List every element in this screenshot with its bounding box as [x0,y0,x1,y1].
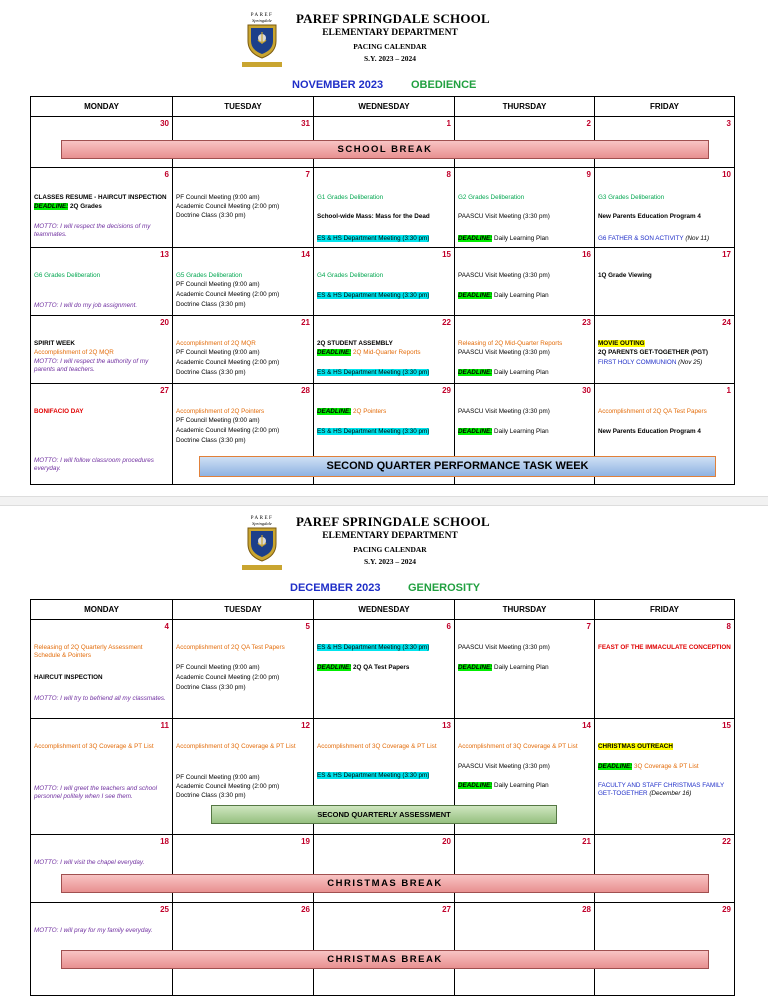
event: SPIRIT WEEK [34,340,75,347]
day-cell [594,903,734,995]
school-name: PAREF SPRINGDALE SCHOOL [296,11,490,26]
event: G6 FATHER & SON ACTIVITY (Nov 11) [598,235,710,242]
event: Academic Council Meeting (2:00 pm) [176,291,280,298]
event: DEADLINE: 3Q Coverage & PT List [598,763,699,770]
day-number: 13 [160,250,169,259]
day-number: 27 [160,386,169,395]
event: ES & HS Department Meeting (3:30 pm) [317,292,430,299]
week-row [31,315,734,383]
event: Accomplishment of 2Q MQR [176,340,256,347]
event: ES & HS Department Meeting (3:30 pm) [317,369,430,376]
day-cell [31,248,172,315]
day-number: 8 [726,622,731,631]
department: ELEMENTARY DEPARTMENT [322,531,458,541]
weekday-header [31,97,734,116]
day-cell [172,620,313,718]
day-number: 14 [301,250,310,259]
event: 1Q Grade Viewing [598,272,652,279]
day-number: 14 [582,721,591,730]
day-cell [594,316,734,383]
day-number: 15 [722,721,731,730]
event: DEADLINE: Daily Learning Plan [458,235,549,242]
svg-text:PAREF: PAREF [250,516,274,521]
day-cell [31,384,172,484]
event: PAASCU Visit Meeting (3:30 pm) [458,272,550,279]
header-thursday: THURSDAY [454,600,594,619]
day-cell [313,168,454,247]
day-cell [594,248,734,315]
event: FACULTY AND STAFF CHRISTMAS FAMILY GET-TOGETHER (December 16) [598,782,725,798]
day-number: 26 [301,905,310,914]
event: 2Q STUDENT ASSEMBLY [317,340,393,347]
event: G5 Grades Deliberation [176,272,243,279]
event: Releasing of 2Q Quarterly Assessment Schedule & Pointers [34,644,143,660]
day-cell [31,719,172,834]
event: Doctrine Class (3:30 pm) [176,437,246,444]
day-number: 7 [305,170,310,179]
event: Accomplishment of 3Q Coverage & PT List [458,743,578,750]
day-cell [172,316,313,383]
day-number: 1 [446,119,451,128]
day-cell [454,620,594,718]
day-cell [31,168,172,247]
december-calendar [30,599,735,996]
event: G2 Grades Deliberation [458,194,525,201]
header-wednesday: WEDNESDAY [313,600,454,619]
day-number: 18 [160,837,169,846]
event: BONIFACIO DAY [34,408,84,415]
day-number: 20 [442,837,451,846]
november-page [0,0,768,496]
week-row [31,619,734,718]
school-break-banner: SCHOOL BREAK [61,140,709,159]
day-cell [454,248,594,315]
day-cell [31,620,172,718]
event: PF Council Meeting (9:00 am) [176,774,260,781]
event: Releasing of 2Q Mid-Quarter Reports [458,340,563,347]
day-cell [31,903,172,995]
week-row [31,116,734,167]
event: New Parents Education Program 4 [598,213,701,220]
header-monday: MONDAY [84,605,119,614]
day-number: 17 [722,250,731,259]
week-row [31,247,734,315]
day-number: 25 [160,905,169,914]
motto: MOTTO: I will respect the decisions of my teammates. [34,223,151,239]
event: Academic Council Meeting (2:00 pm) [176,427,280,434]
day-cell [454,903,594,995]
header-thursday: THURSDAY [454,97,594,116]
department: ELEMENTARY DEPARTMENT [322,28,458,38]
event: Accomplishment of 2Q MQR [34,349,114,356]
event: Accomplishment of 3Q Coverage & PT List [317,743,437,750]
day-number: 21 [301,318,310,327]
quarterly-assessment-banner: SECOND QUARTERLY ASSESSMENT [211,805,557,824]
event: G3 Grades Deliberation [598,194,665,201]
school-year: S.Y. 2023 – 2024 [363,54,417,63]
weekday-header [31,600,734,619]
month-title: DECEMBER 2023 [290,582,381,594]
event: ES & HS Department Meeting (3:30 pm) [317,235,430,242]
day-number: 19 [301,837,310,846]
november-calendar [30,96,735,485]
event: Doctrine Class (3:30 pm) [176,792,246,799]
event: G6 Grades Deliberation [34,272,101,279]
event: New Parents Education Program 4 [598,428,701,435]
week-row [31,718,734,834]
event: PAASCU Visit Meeting (3:30 pm) [458,763,550,770]
day-number: 30 [160,119,169,128]
day-number: 28 [582,905,591,914]
motto: MOTTO: I will do my job assignment. [34,302,138,309]
motto: MOTTO: I will visit the chapel everyday. [34,859,145,866]
event: DEADLINE: Daily Learning Plan [458,664,549,671]
day-number: 12 [301,721,310,730]
header-wednesday: WEDNESDAY [313,97,454,116]
event: PAASCU Visit Meeting (3:30 pm) [458,213,550,220]
day-number: 23 [582,318,591,327]
week-row [31,167,734,247]
day-cell [594,719,734,834]
pacing-calendar-title: PACING CALENDAR [353,545,427,554]
day-number: 4 [164,622,169,631]
day-number: 1 [726,386,731,395]
event: DEADLINE: 2Q Pointers [317,408,387,415]
header-friday: FRIDAY [594,600,734,619]
svg-text:PAREF: PAREF [250,13,274,18]
event: ES & HS Department Meeting (3:30 pm) [317,644,430,651]
christmas-break-banner: CHRISTMAS BREAK [61,950,709,969]
day-cell [172,903,313,995]
event: DEADLINE: Daily Learning Plan [458,292,549,299]
event: Accomplishment of 2Q Pointers [176,408,265,415]
header-tuesday: TUESDAY [172,97,313,116]
day-number: 6 [446,622,451,631]
day-number: 6 [164,170,169,179]
day-number: 16 [582,250,591,259]
day-number: 13 [442,721,451,730]
month-virtue: OBEDIENCE [411,79,477,91]
day-number: 28 [301,386,310,395]
event: G1 Grades Deliberation [317,194,384,201]
day-number: 24 [722,318,731,327]
day-number: 20 [160,318,169,327]
event: PAASCU Visit Meeting (3:30 pm) [458,349,550,356]
event: Accomplishment of 2Q QA Test Papers [598,408,707,415]
christmas-break-banner: CHRISTMAS BREAK [61,874,709,893]
header-friday: FRIDAY [594,97,734,116]
event: DEADLINE: Daily Learning Plan [458,428,549,435]
motto: MOTTO: I will pray for my family everyday. [34,927,153,934]
header-tuesday: TUESDAY [172,600,313,619]
motto: MOTTO: I will try to befriend all my classmates. [34,695,166,702]
month-title: NOVEMBER 2023 [292,79,384,91]
header-monday: MONDAY [84,102,119,111]
event: DEADLINE: 2Q Grades [34,203,102,210]
event: Doctrine Class (3:30 pm) [176,212,246,219]
event: PF Council Meeting (9:00 am) [176,349,260,356]
event: Doctrine Class (3:30 pm) [176,301,246,308]
day-number: 9 [586,170,591,179]
event: PF Council Meeting (9:00 am) [176,194,260,201]
day-cell [594,620,734,718]
page-divider [0,496,768,506]
svg-text:Springdale: Springdale [252,18,272,23]
event: HAIRCUT INSPECTION [34,674,103,681]
day-number: 22 [442,318,451,327]
day-cell [454,168,594,247]
day-cell [454,316,594,383]
day-cell [31,316,172,383]
event: PF Council Meeting (9:00 am) [176,664,260,671]
event: PAASCU Visit Meeting (3:30 pm) [458,408,550,415]
day-cell [313,316,454,383]
motto: MOTTO: I will follow classroom procedures everyday. [34,457,154,473]
day-cell [313,620,454,718]
day-cell [172,168,313,247]
school-year: S.Y. 2023 – 2024 [363,557,417,566]
event: Academic Council Meeting (2:00 pm) [176,203,280,210]
event: ES & HS Department Meeting (3:30 pm) [317,428,430,435]
event: DEADLINE: Daily Learning Plan [458,369,549,376]
event: DEADLINE: 2Q Mid-Quarter Reports [317,349,421,356]
week-row [31,902,734,995]
day-number: 5 [305,622,310,631]
day-cell [313,248,454,315]
event: DEADLINE: Daily Learning Plan [458,782,549,789]
event: Academic Council Meeting (2:00 pm) [176,359,280,366]
event: Academic Council Meeting (2:00 pm) [176,674,280,681]
event: PF Council Meeting (9:00 am) [176,417,260,424]
event: CLASSES RESUME - HAIRCUT INSPECTION [34,194,167,201]
day-cell [594,168,734,247]
motto: MOTTO: I will greet the teachers and school personnel politely when I see them. [34,785,158,801]
event: Accomplishment of 2Q QA Test Papers [176,644,285,651]
event: Doctrine Class (3:30 pm) [176,684,246,691]
week-row [31,834,734,902]
day-number: 11 [160,721,169,730]
day-number: 29 [722,905,731,914]
day-number: 3 [726,119,731,128]
day-cell [172,248,313,315]
svg-text:Springdale: Springdale [252,521,272,526]
pacing-calendar-title: PACING CALENDAR [353,42,427,51]
day-number: 10 [722,170,731,179]
day-number: 29 [442,386,451,395]
performance-task-week-banner: SECOND QUARTER PERFORMANCE TASK WEEK [199,456,716,477]
event: ES & HS Department Meeting (3:30 pm) [317,772,430,779]
motto: MOTTO: I will respect the authority of my parents and teachers. [34,358,149,374]
day-number: 15 [442,250,451,259]
day-number: 22 [722,837,731,846]
event: DEADLINE: 2Q QA Test Papers [317,664,410,671]
event: FEAST OF THE IMMACULATE CONCEPTION [598,644,731,651]
day-number: 30 [582,386,591,395]
event: FIRST HOLY COMMUNION (Nov 25) [598,359,703,366]
day-cell [313,903,454,995]
event: Academic Council Meeting (2:00 pm) [176,783,280,790]
month-virtue: GENEROSITY [408,582,481,594]
event: MOVIE OUTING [598,340,645,347]
event: Accomplishment of 3Q Coverage & PT List [34,743,154,750]
event: PF Council Meeting (9:00 am) [176,281,260,288]
day-number: 31 [301,119,310,128]
day-number: 7 [586,622,591,631]
event: G4 Grades Deliberation [317,272,384,279]
event: Accomplishment of 3Q Coverage & PT List [176,743,296,750]
day-number: 27 [442,905,451,914]
event: Doctrine Class (3:30 pm) [176,369,246,376]
day-number: 21 [582,837,591,846]
day-number: 8 [446,170,451,179]
event: School-wide Mass: Mass for the Dead [317,213,430,220]
event: CHRISTMAS OUTREACH [598,743,673,750]
event: PAASCU Visit Meeting (3:30 pm) [458,644,550,651]
event: 2Q PARENTS GET-TOGETHER (PGT) [598,349,708,356]
week-row [31,383,734,484]
school-name: PAREF SPRINGDALE SCHOOL [296,514,490,529]
day-number: 2 [586,119,591,128]
december-page [0,506,768,1006]
